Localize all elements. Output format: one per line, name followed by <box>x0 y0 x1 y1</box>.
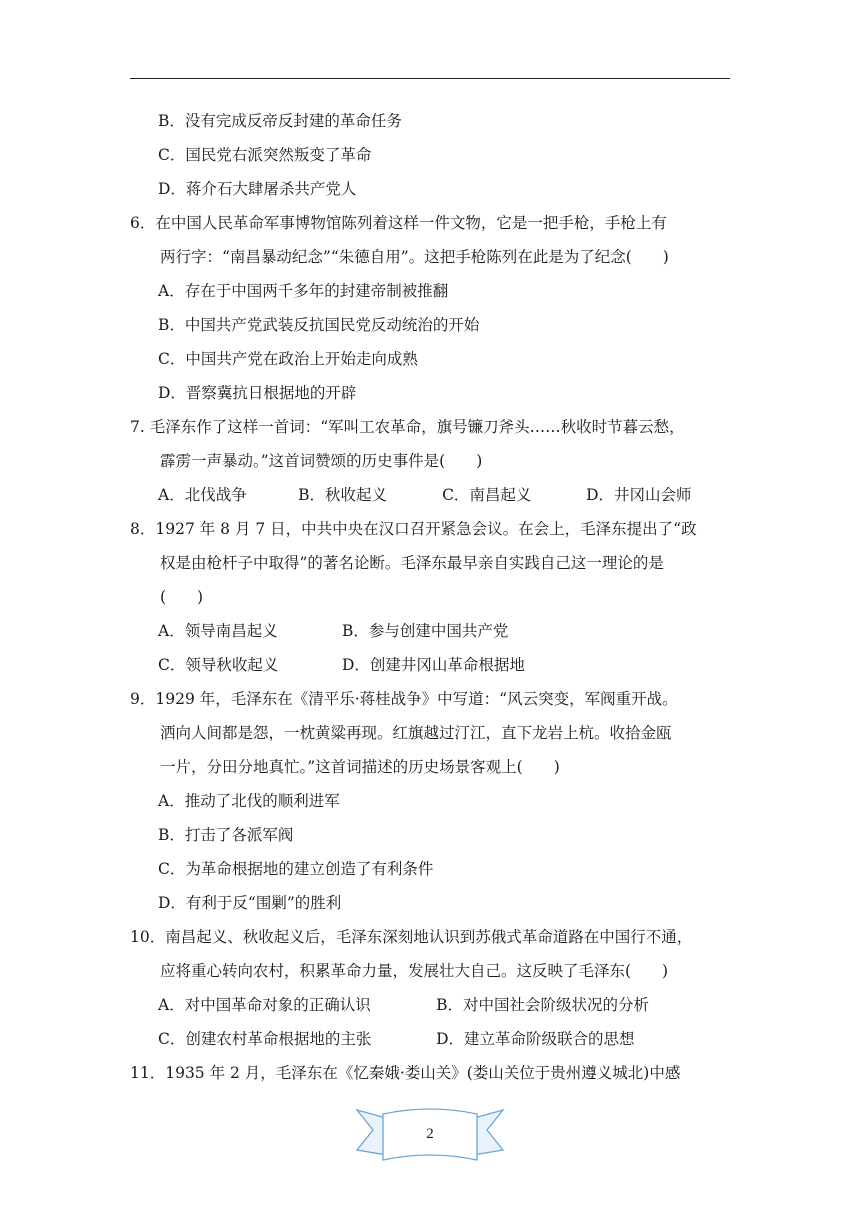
answer-option: D．建立革命阶级联合的思想 <box>436 1030 635 1048</box>
question-text: 6．在中国人民革命军事博物馆陈列着这样一件文物，它是一把手枪，手枪上有 <box>130 214 667 232</box>
answer-option: D．创建井冈山革命根据地 <box>342 656 525 674</box>
answer-option: C．南昌起义 <box>442 486 532 504</box>
answer-option: D．井冈山会师 <box>586 486 692 504</box>
option-row <box>130 614 734 648</box>
answer-option: D．晋察冀抗日根据地的开辟 <box>158 384 357 402</box>
question-text: 7. 毛泽东作了这样一首词：“军叫工农革命，旗号镰刀斧头……秋收时节暮云愁， <box>130 418 685 436</box>
question-text: 11．1935 年 2 月，毛泽东在《忆秦娥·娄山关》(娄山关位于贵州遵义城北)中感 <box>130 1064 681 1082</box>
question-text: 10．南昌起义、秋收起义后，毛泽东深刻地认识到苏俄式革命道路在中国行不通， <box>130 928 693 946</box>
question-text-continued: 应将重心转向农村，积累革命力量，发展壮大自己。这反映了毛泽东( ) <box>160 962 669 980</box>
answer-option: B．中国共产党武装反抗国民党反动统治的开始 <box>158 316 480 334</box>
answer-option: B．没有完成反帝反封建的革命任务 <box>158 112 402 130</box>
question-content <box>130 104 734 1090</box>
answer-option: C．国民党右派突然叛变了革命 <box>158 146 372 164</box>
answer-option: C．为革命根据地的建立创造了有利条件 <box>158 860 434 878</box>
answer-option: D．蒋介石大肆屠杀共产党人 <box>158 180 357 198</box>
question-text-continued: 两行字：“南昌暴动纪念”“朱德自用”。这把手枪陈列在此是为了纪念( ) <box>160 248 669 266</box>
answer-option: B．参与创建中国共产党 <box>342 622 509 640</box>
answer-option: B．秋收起义 <box>298 486 387 504</box>
answer-option: A．存在于中国两千多年的封建帝制被推翻 <box>158 282 449 300</box>
option-row <box>130 648 734 682</box>
answer-option: C．创建农村革命根据地的主张 <box>158 1030 372 1048</box>
answer-option: C．领导秋收起义 <box>158 656 279 674</box>
page-number: 2 <box>426 1126 434 1142</box>
option-row <box>130 988 734 1022</box>
answer-option: A．推动了北伐的顺利进军 <box>158 792 340 810</box>
header-rule <box>130 78 730 79</box>
answer-option: D．有利于反“围剿”的胜利 <box>158 894 342 912</box>
page-footer-ribbon <box>355 1104 505 1164</box>
answer-option: A．对中国革命对象的正确认识 <box>158 996 371 1014</box>
question-text: 9．1929 年，毛泽东在《清平乐·蒋桂战争》中写道：“风云突变，军阀重开战。 <box>130 690 678 708</box>
answer-option: B．对中国社会阶级状况的分析 <box>436 996 649 1014</box>
question-text-continued: 权是由枪杆子中取得”的著名论断。毛泽东最早亲自实践自己这一理论的是 <box>160 554 664 572</box>
question-text-continued: 一片，分田分地真忙。”这首词描述的历史场景客观上( ) <box>160 758 560 776</box>
answer-option: C．中国共产党在政治上开始走向成熟 <box>158 350 418 368</box>
option-row <box>130 478 734 512</box>
question-text-continued: 霹雳一声暴动。”这首词赞颂的历史事件是( ) <box>160 452 483 470</box>
question-text-continued: ( ) <box>160 588 204 606</box>
answer-option: A．领导南昌起义 <box>158 622 278 640</box>
question-text: 8．1927 年 8 月 7 日，中共中央在汉口召开紧急会议。在会上，毛泽东提出了“政 <box>130 520 697 538</box>
question-text-continued: 洒向人间都是怨，一枕黄粱再现。红旗越过汀江，直下龙岩上杭。收拾金瓯 <box>160 724 672 742</box>
answer-option: A．北伐战争 <box>158 486 247 504</box>
answer-option: B．打击了各派军阀 <box>158 826 294 844</box>
option-row <box>130 1022 734 1056</box>
